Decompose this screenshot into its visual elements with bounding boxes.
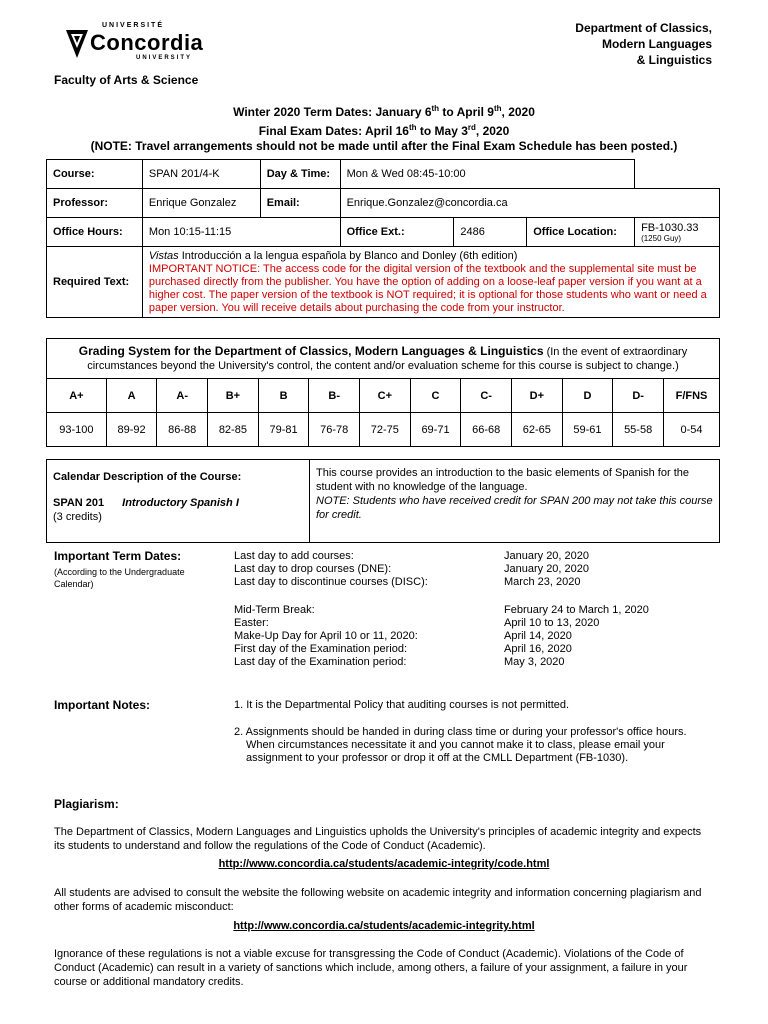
concordia-logo: [62, 22, 202, 72]
grade-range: 76-78: [309, 413, 360, 447]
grading-system: [46, 338, 720, 447]
term-date-value: April 10 to 13, 2020: [504, 617, 600, 629]
grade-range: 62-65: [512, 413, 563, 447]
academic-integrity-code-link[interactable]: http://www.concordia.ca/students/academic-integrity/code.html: [218, 858, 550, 870]
term-date-row: [234, 656, 714, 669]
required-text-value: [142, 247, 719, 318]
term-date-value: May 3, 2020: [504, 656, 565, 668]
professor-value: Enrique Gonzalez: [142, 189, 260, 218]
grade-range: 59-61: [562, 413, 613, 447]
term-date-label: Last day to drop courses (DNE):: [234, 563, 392, 575]
grade-letters-row: [47, 379, 719, 413]
office-hours-value: Mon 10:15-11:15: [142, 218, 340, 247]
calendar-left: [47, 460, 310, 543]
term-date-label: Last day to discontinue courses (DISC):: [234, 576, 428, 588]
grade-letter: C-: [461, 379, 512, 413]
grade-table: [47, 378, 719, 446]
required-text-label: Required Text:: [47, 247, 143, 318]
course-code: SPAN 201: [53, 497, 105, 509]
grade-ranges-row: [47, 413, 719, 447]
grade-range: 93-100: [47, 413, 106, 447]
grade-letter: D-: [613, 379, 664, 413]
academic-integrity-link[interactable]: http://www.concordia.ca/students/academic-integrity.html: [233, 920, 535, 932]
department-line-2: Modern Languages: [601, 37, 712, 51]
concordia-emblem-icon: [64, 28, 90, 60]
course-title: Introductory Spanish I: [122, 497, 239, 509]
textbook-details: Introducción a la lengua española by Blanco and Donley (6th edition): [178, 249, 518, 262]
plagiarism-paragraph-1: The Department of Classics, Modern Languages and Linguistics upholds the University's principles of academic integrity and expects its students to understand and follow the regulations of the Code of Conduct (Academic).: [54, 826, 702, 852]
grade-letter: C+: [360, 379, 411, 413]
term-dates-subtitle: (According to the Undergraduate Calendar): [54, 567, 185, 589]
grade-range: 82-85: [208, 413, 259, 447]
calendar-label: Calendar Description of the Course:: [53, 471, 242, 483]
plagiarism-paragraph-2: All students are advised to consult the website the following website on academic integrity and information concerning plagiarism and other forms of academic misconduct:: [54, 887, 702, 913]
course-description: This course provides an introduction to the basic elements of Spanish for the student with no knowledge of the language.: [316, 467, 689, 493]
office-location-value: [635, 218, 720, 247]
office-location-room: FB-1030.33: [641, 221, 699, 234]
grading-title: [47, 339, 719, 378]
calendar-right: [310, 460, 720, 543]
term-line-1: Winter 2020 Term Dates: January 6th to April 9th, 2020: [233, 104, 535, 119]
term-date-row: [234, 630, 714, 643]
note-2: 2. Assignments should be handed in during class time or during your professor's office hours. When circumstances necessitate it and you cannot make it to class, please email your assignment to your professor or drop it off at the CMLL Department (FB-1030).: [234, 726, 687, 764]
grade-letter: A+: [47, 379, 106, 413]
grade-letter: B+: [208, 379, 259, 413]
office-location-note: (1250 Guy): [641, 233, 682, 243]
textbook-notice: IMPORTANT NOTICE: The access code for the digital version of the textbook and the supplemental site must be purchased directly from the publisher. You have the option of adding on a loose-leaf paper version if you want at a higher cost. The paper version of the textbook is NOT required; it is optional for those students who want or need a paper version. You will receive details about purchasing the code from your instructor.: [148, 262, 707, 314]
grade-letter: B: [258, 379, 309, 413]
course-label: Course:: [47, 160, 143, 189]
term-date-label: Mid-Term Break:: [234, 604, 315, 616]
term-date-label: Last day to add courses:: [234, 550, 354, 562]
term-date-row: [234, 643, 714, 656]
email-label: Email:: [260, 189, 340, 218]
course-note: NOTE: Students who have received credit for SPAN 200 may not take this course for credit.: [316, 495, 713, 521]
office-ext-value: 2486: [454, 218, 527, 247]
term-dates-heading: [0, 101, 768, 154]
grade-range: 55-58: [613, 413, 664, 447]
office-ext-label: Office Ext.:: [340, 218, 454, 247]
term-date-value: April 16, 2020: [504, 643, 572, 655]
grading-note: (In the event of extraordinary circumstances beyond the University's control, the content and/or evaluation scheme for this course is subject to change.): [87, 346, 688, 372]
term-date-row: [234, 604, 714, 617]
term-date-label: Make-Up Day for April 10 or 11, 2020:: [234, 630, 418, 642]
daytime-value: Mon & Wed 08:45-10:00: [340, 160, 634, 189]
course-credits: (3 credits): [53, 511, 102, 523]
grade-letter: F/FNS: [663, 379, 719, 413]
course-value: SPAN 201/4-K: [142, 160, 260, 189]
department-name: [575, 20, 712, 68]
term-date-value: January 20, 2020: [504, 563, 590, 575]
department-line-3: & Linguistics: [636, 53, 712, 67]
term-date-row: [234, 550, 714, 563]
grade-range: 0-54: [663, 413, 719, 447]
grade-range: 79-81: [258, 413, 309, 447]
grade-range: 72-75: [360, 413, 411, 447]
faculty-name: Faculty of Arts & Science: [54, 73, 199, 87]
course-info-table: [46, 159, 720, 318]
term-date-row: [234, 576, 714, 589]
grade-letter: C: [410, 379, 461, 413]
term-date-value: January 20, 2020: [504, 550, 590, 562]
logo-concordia: Concordia: [90, 30, 204, 55]
professor-label: Professor:: [47, 189, 143, 218]
department-line-1: Department of Classics,: [575, 21, 712, 35]
term-date-label: Last day of the Examination period:: [234, 656, 407, 668]
grade-letter: D: [562, 379, 613, 413]
term-date-value: April 14, 2020: [504, 630, 572, 642]
grade-range: 89-92: [106, 413, 157, 447]
note-1: 1. It is the Departmental Policy that auditing courses is not permitted.: [234, 699, 570, 711]
grade-letter: A-: [157, 379, 208, 413]
email-value: Enrique.Gonzalez@concordia.ca: [340, 189, 719, 218]
daytime-label: Day & Time:: [260, 160, 340, 189]
plagiarism-paragraph-3: Ignorance of these regulations is not a viable excuse for transgressing the Code of Conduct (Academic). Violations of the Code of Conduct (Academic) can result in a variety of sanctions which include, among others, a failure of your assignment, a failure in your course or additional mandatory credits.: [54, 948, 688, 988]
term-date-label: Easter:: [234, 617, 269, 629]
term-dates-group-2: [234, 604, 714, 669]
term-date-row: [234, 563, 714, 576]
grade-range: 66-68: [461, 413, 512, 447]
textbook-title: Vistas: [148, 249, 179, 262]
term-line-2: Final Exam Dates: April 16th to May 3rd, 2020: [258, 123, 510, 138]
important-notes-title: Important Notes:: [54, 698, 150, 712]
logo-university: UNIVERSITY: [136, 55, 193, 61]
grade-range: 86-88: [157, 413, 208, 447]
grade-range: 69-71: [410, 413, 461, 447]
term-date-row: [234, 617, 714, 630]
plagiarism-title: Plagiarism:: [54, 797, 119, 811]
term-dates-group-1: [234, 550, 714, 589]
grade-letter: D+: [512, 379, 563, 413]
term-line-3: (NOTE: Travel arrangements should not be made until after the Final Exam Schedule has been posted.): [90, 139, 678, 153]
logo-universite: UNIVERSITÉ: [102, 22, 165, 29]
office-hours-label: Office Hours:: [47, 218, 143, 247]
term-date-value: March 23, 2020: [504, 576, 581, 588]
term-dates-title: Important Term Dates:: [54, 549, 182, 563]
grade-letter: A: [106, 379, 157, 413]
term-date-value: February 24 to March 1, 2020: [504, 604, 649, 616]
grade-letter: B-: [309, 379, 360, 413]
calendar-description-table: [46, 459, 720, 543]
term-date-label: First day of the Examination period:: [234, 643, 408, 655]
grading-heading: Grading System for the Department of Classics, Modern Languages & Linguistics: [78, 344, 544, 358]
office-location-label: Office Location:: [527, 218, 635, 247]
